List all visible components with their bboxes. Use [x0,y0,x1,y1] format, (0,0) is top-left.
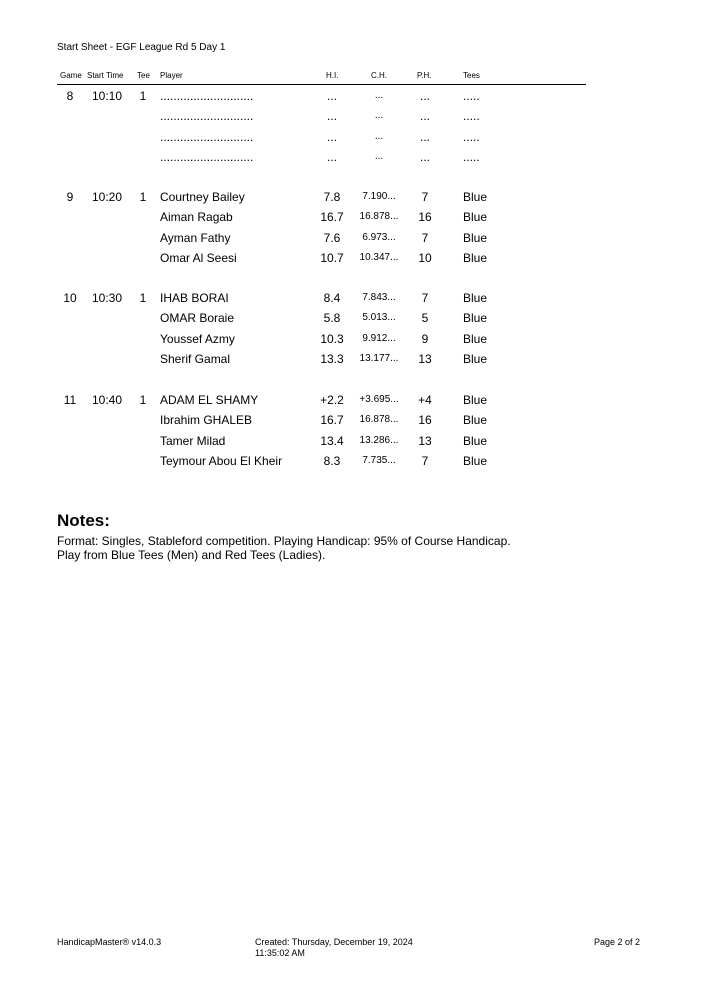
course-handicap: 7.190... [362,191,396,202]
course-handicap: 7.735... [362,455,396,467]
player-name: ............................ [160,129,254,144]
start-time: 10:20 [91,190,123,204]
handicap-index: 7.6 [323,230,341,245]
tees-colour: Blue [463,291,488,305]
tees-colour: Blue [463,433,488,448]
handicap-index: 8.4 [323,291,341,305]
column-header-ph: P.H. [417,71,432,80]
playing-handicap: 16 [418,413,432,428]
tees-colour: Blue [463,311,488,326]
handicap-index: +2.2 [320,393,344,407]
course-handicap: 13.286... [359,434,399,446]
game-number: 9 [66,190,74,204]
game-number: 8 [66,89,74,103]
course-handicap: 10.347... [359,252,399,264]
column-header-hi: H.I. [326,71,339,80]
playing-handicap: 7 [421,190,429,204]
playing-handicap: 13 [418,433,432,448]
handicap-index: ... [326,150,337,165]
start-time: 10:30 [91,291,123,305]
handicap-index: 13.4 [320,433,344,448]
tees-colour: Blue [463,190,488,204]
tees-colour: Blue [463,393,488,407]
playing-handicap: 16 [418,210,432,225]
tees-colour: ..... [463,109,480,124]
player-name: Ayman Fathy [160,230,231,245]
player-name: Tamer Milad [160,433,226,448]
tee-number: 1 [139,393,147,407]
tee-number: 1 [139,291,147,305]
column-header-player: Player [160,71,183,80]
playing-handicap: ... [419,129,430,144]
course-handicap: 5.013... [362,312,396,324]
tees-colour: Blue [463,331,488,346]
course-handicap: +3.695... [359,394,399,405]
course-handicap: ... [374,151,384,163]
playing-handicap: 5 [421,311,429,326]
course-handicap: 9.912... [362,332,396,344]
notes-heading: Notes: [57,511,110,530]
playing-handicap: 7 [421,454,429,469]
course-handicap: 16.878... [359,211,399,223]
tees-colour: ..... [463,150,480,165]
column-header-ch: C.H. [371,71,387,80]
course-handicap: 6.973... [362,231,396,243]
course-handicap: 16.878... [359,414,399,426]
player-name: IHAB BORAI [160,291,229,305]
column-header-game: Game [60,71,82,80]
handicap-index: 13.3 [320,352,344,367]
tees-colour: Blue [463,210,488,225]
handicap-index: 5.8 [323,311,341,326]
player-name: Ibrahim GHALEB [160,413,253,428]
playing-handicap: 10 [418,251,432,266]
player-name: Teymour Abou El Kheir [160,454,283,469]
tees-colour: Blue [463,454,488,469]
player-name: ............................ [160,89,254,103]
playing-handicap: 7 [421,291,429,305]
player-name: Omar Al Seesi [160,251,237,266]
player-name: Youssef Azmy [160,331,235,346]
course-handicap: 7.843... [362,292,396,303]
course-handicap: ... [374,90,384,101]
course-handicap: ... [374,130,384,142]
footer-created-time: 11:35:02 AM [255,948,305,958]
playing-handicap: ... [419,150,430,165]
notes-line-1: Format: Singles, Stableford competition. Playing Handicap: 95% of Course Handicap. [57,534,511,548]
player-name: ............................ [160,109,254,124]
handicap-index: 10.3 [320,331,344,346]
player-name: OMAR Boraie [160,311,235,326]
tees-colour: Blue [463,413,488,428]
player-name: Aiman Ragab [160,210,233,225]
tees-colour: Blue [463,352,488,367]
playing-handicap: 9 [421,331,429,346]
handicap-index: 7.8 [323,190,341,204]
playing-handicap: 13 [418,352,432,367]
player-name: Sherif Gamal [160,352,231,367]
tees-colour: Blue [463,230,488,245]
footer-created-date: Created: Thursday, December 19, 2024 [255,937,413,947]
handicap-index: 8.3 [323,454,341,469]
player-name: ADAM EL SHAMY [160,393,259,407]
course-handicap: 13.177... [359,353,399,365]
tee-number: 1 [139,89,147,103]
tees-colour: Blue [463,251,488,266]
playing-handicap: ... [419,109,430,124]
playing-handicap: 7 [421,230,429,245]
playing-handicap: +4 [418,393,432,407]
footer-page-number: Page 2 of 2 [594,937,641,947]
start-time: 10:10 [91,89,123,103]
playing-handicap: ... [419,89,430,103]
handicap-index: 16.7 [320,210,344,225]
player-name: ............................ [160,150,254,165]
game-number: 10 [63,291,77,305]
handicap-index: ... [326,109,337,124]
notes-line-2: Play from Blue Tees (Men) and Red Tees (Ladies). [57,548,326,562]
footer-software: HandicapMaster® v14.0.3 [57,937,162,947]
course-handicap: ... [374,110,384,122]
tees-colour: ..... [463,129,480,144]
handicap-index: ... [326,129,337,144]
column-header-tee: Tee [137,71,150,80]
tee-number: 1 [139,190,147,204]
player-name: Courtney Bailey [160,190,245,204]
handicap-index: 10.7 [320,251,344,266]
handicap-index: 16.7 [320,413,344,428]
page-title: Start Sheet - EGF League Rd 5 Day 1 [57,42,226,53]
handicap-index: ... [326,89,337,103]
header-divider [57,84,586,85]
column-header-tees: Tees [463,71,480,80]
column-header-start-time: Start Time [87,71,124,80]
start-time: 10:40 [91,393,123,407]
tees-colour: ..... [463,89,480,103]
game-number: 11 [63,393,77,407]
